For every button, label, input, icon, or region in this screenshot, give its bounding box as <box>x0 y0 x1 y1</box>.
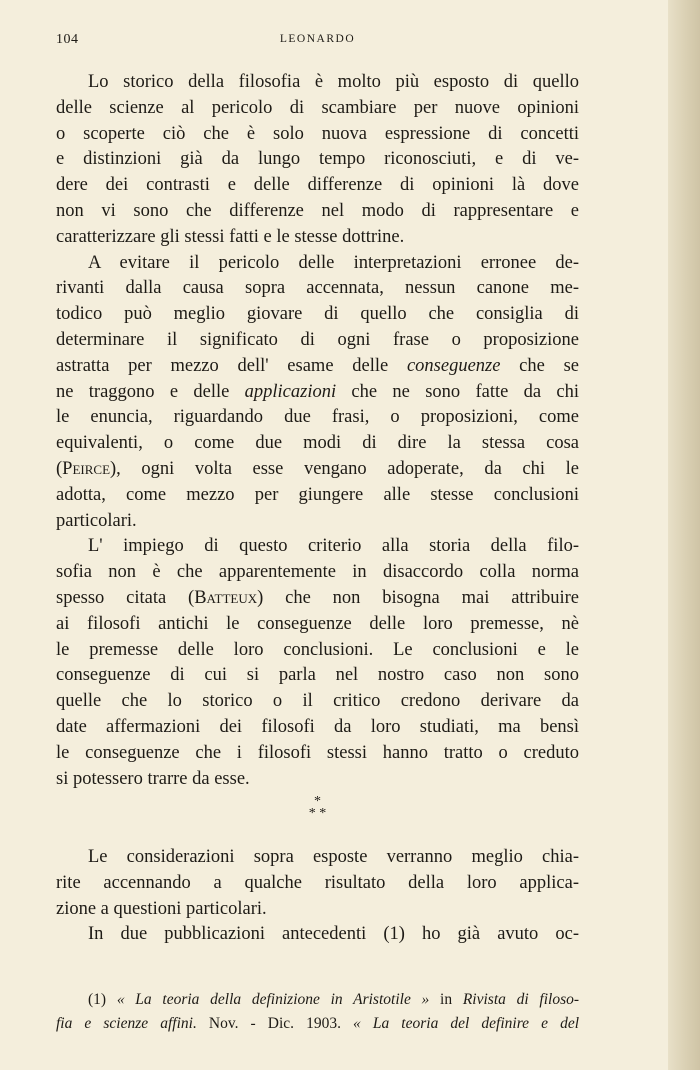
italic-term: conseguenze <box>406 355 501 376</box>
text-line: delle scienze al pericolo di scambiare per nuove opinioni <box>56 97 579 118</box>
text-line: rite accennando a qualche risultato della loro applica- <box>56 872 579 893</box>
text-line: A evitare il pericolo delle interpretazioni erronee de- <box>88 252 579 273</box>
footnote-title: « La teoria del definire e del <box>353 1015 579 1032</box>
text-run: astratta per mezzo dell' esame delle <box>56 355 407 376</box>
footnote-date: Nov. - Dic. 1903. <box>196 1015 354 1032</box>
text-line: particolari. <box>56 510 137 531</box>
text-line: sofia non è che apparentemente in disaccordo colla norma <box>56 562 579 583</box>
text-line <box>56 354 579 380</box>
author-name: Peirce <box>62 458 111 479</box>
section-asterism <box>56 796 579 820</box>
text-line: e distinzioni già da lungo tempo riconosciuti, e di ve- <box>56 149 579 170</box>
text-line: todico può meglio giovare di quello che consiglia di <box>56 304 579 325</box>
text-line <box>56 586 579 612</box>
text-line: L' impiego di questo criterio alla storia della filo- <box>88 536 579 557</box>
asterism-bottom: * * <box>308 806 327 821</box>
running-head: LEONARDO <box>279 33 356 45</box>
main-text <box>56 70 579 792</box>
text-line: Le considerazioni sopra esposte verranno meglio chia- <box>88 847 579 867</box>
footnote-line <box>56 1012 579 1036</box>
text-run: ) che non bisogna mai attribuire <box>257 587 579 608</box>
text-line: zione a questioni particolari. <box>56 898 267 919</box>
author-name: Batteux <box>194 587 258 608</box>
footnote-marker: (1) <box>88 991 117 1008</box>
page-header <box>56 32 579 52</box>
text-line: non vi sono che differenze nel modo di rappresentare e <box>56 200 579 221</box>
text-line: Lo storico della filosofia è molto più esposto di quello <box>88 72 579 92</box>
asterism-top: * <box>314 794 321 809</box>
text-line: equivalenti, o come due modi di dire la stessa cosa <box>56 433 579 454</box>
page-number: 104 <box>56 32 79 47</box>
text-run: che ne sono fatte da chi <box>336 381 579 402</box>
text-line: ai filosofi antichi le conseguenze delle loro premesse, nè <box>56 613 579 634</box>
text-line: le conseguenze che i filosofi stessi hanno tratto o creduto <box>56 742 579 763</box>
text-line <box>56 457 579 483</box>
text-line: si potessero trarre da esse. <box>56 768 250 789</box>
text-line: rivanti dalla causa sopra accennata, nessun canone me- <box>56 278 579 299</box>
italic-term: applicazioni <box>244 381 337 402</box>
text-run: spesso citata ( <box>56 587 195 608</box>
text-line: le premesse delle loro conclusioni. Le conclusioni e le <box>56 639 579 660</box>
text-run: ne traggono e delle <box>56 381 245 402</box>
text-run: ( <box>56 458 63 479</box>
footnote-title: « La teoria della definizione in Aristotile » <box>116 991 430 1008</box>
text-run: in <box>429 991 463 1008</box>
text-run: che se <box>500 355 579 376</box>
text-line: o scoperte ciò che è solo nuova espressione di concetti <box>56 123 579 144</box>
main-text-continued <box>56 845 579 948</box>
text-line: determinare il significato di ogni frase o proposizione <box>56 329 579 350</box>
text-line: quelle che lo storico o il critico credono derivare da <box>56 691 579 712</box>
text-line: le enuncia, riguardando due frasi, o proposizioni, come <box>56 407 579 428</box>
footnote-line <box>56 988 579 1012</box>
text-line <box>56 380 579 406</box>
footnote-journal: Rivista di filoso- <box>462 991 579 1008</box>
text-line: dere dei contrasti e delle differenze di opinioni là dove <box>56 175 579 196</box>
text-run: ), ogni volta esse vengano adoperate, da chi le <box>110 458 579 479</box>
text-line: caratterizzare gli stessi fatti e le stesse dottrine. <box>56 226 405 247</box>
footnote-journal: fia e scienze affini. <box>56 1015 197 1032</box>
page-gutter <box>668 0 700 1070</box>
text-line: adotta, come mezzo per giungere alle stesse conclusioni <box>56 484 579 505</box>
text-line: conseguenze di cui si parla nel nostro caso non sono <box>56 665 579 686</box>
text-line: date affermazioni dei filosofi da loro studiati, ma bensì <box>56 716 579 737</box>
footnotes <box>56 988 579 1036</box>
text-line: In due pubblicazioni antecedenti (1) ho già avuto oc- <box>88 924 579 945</box>
